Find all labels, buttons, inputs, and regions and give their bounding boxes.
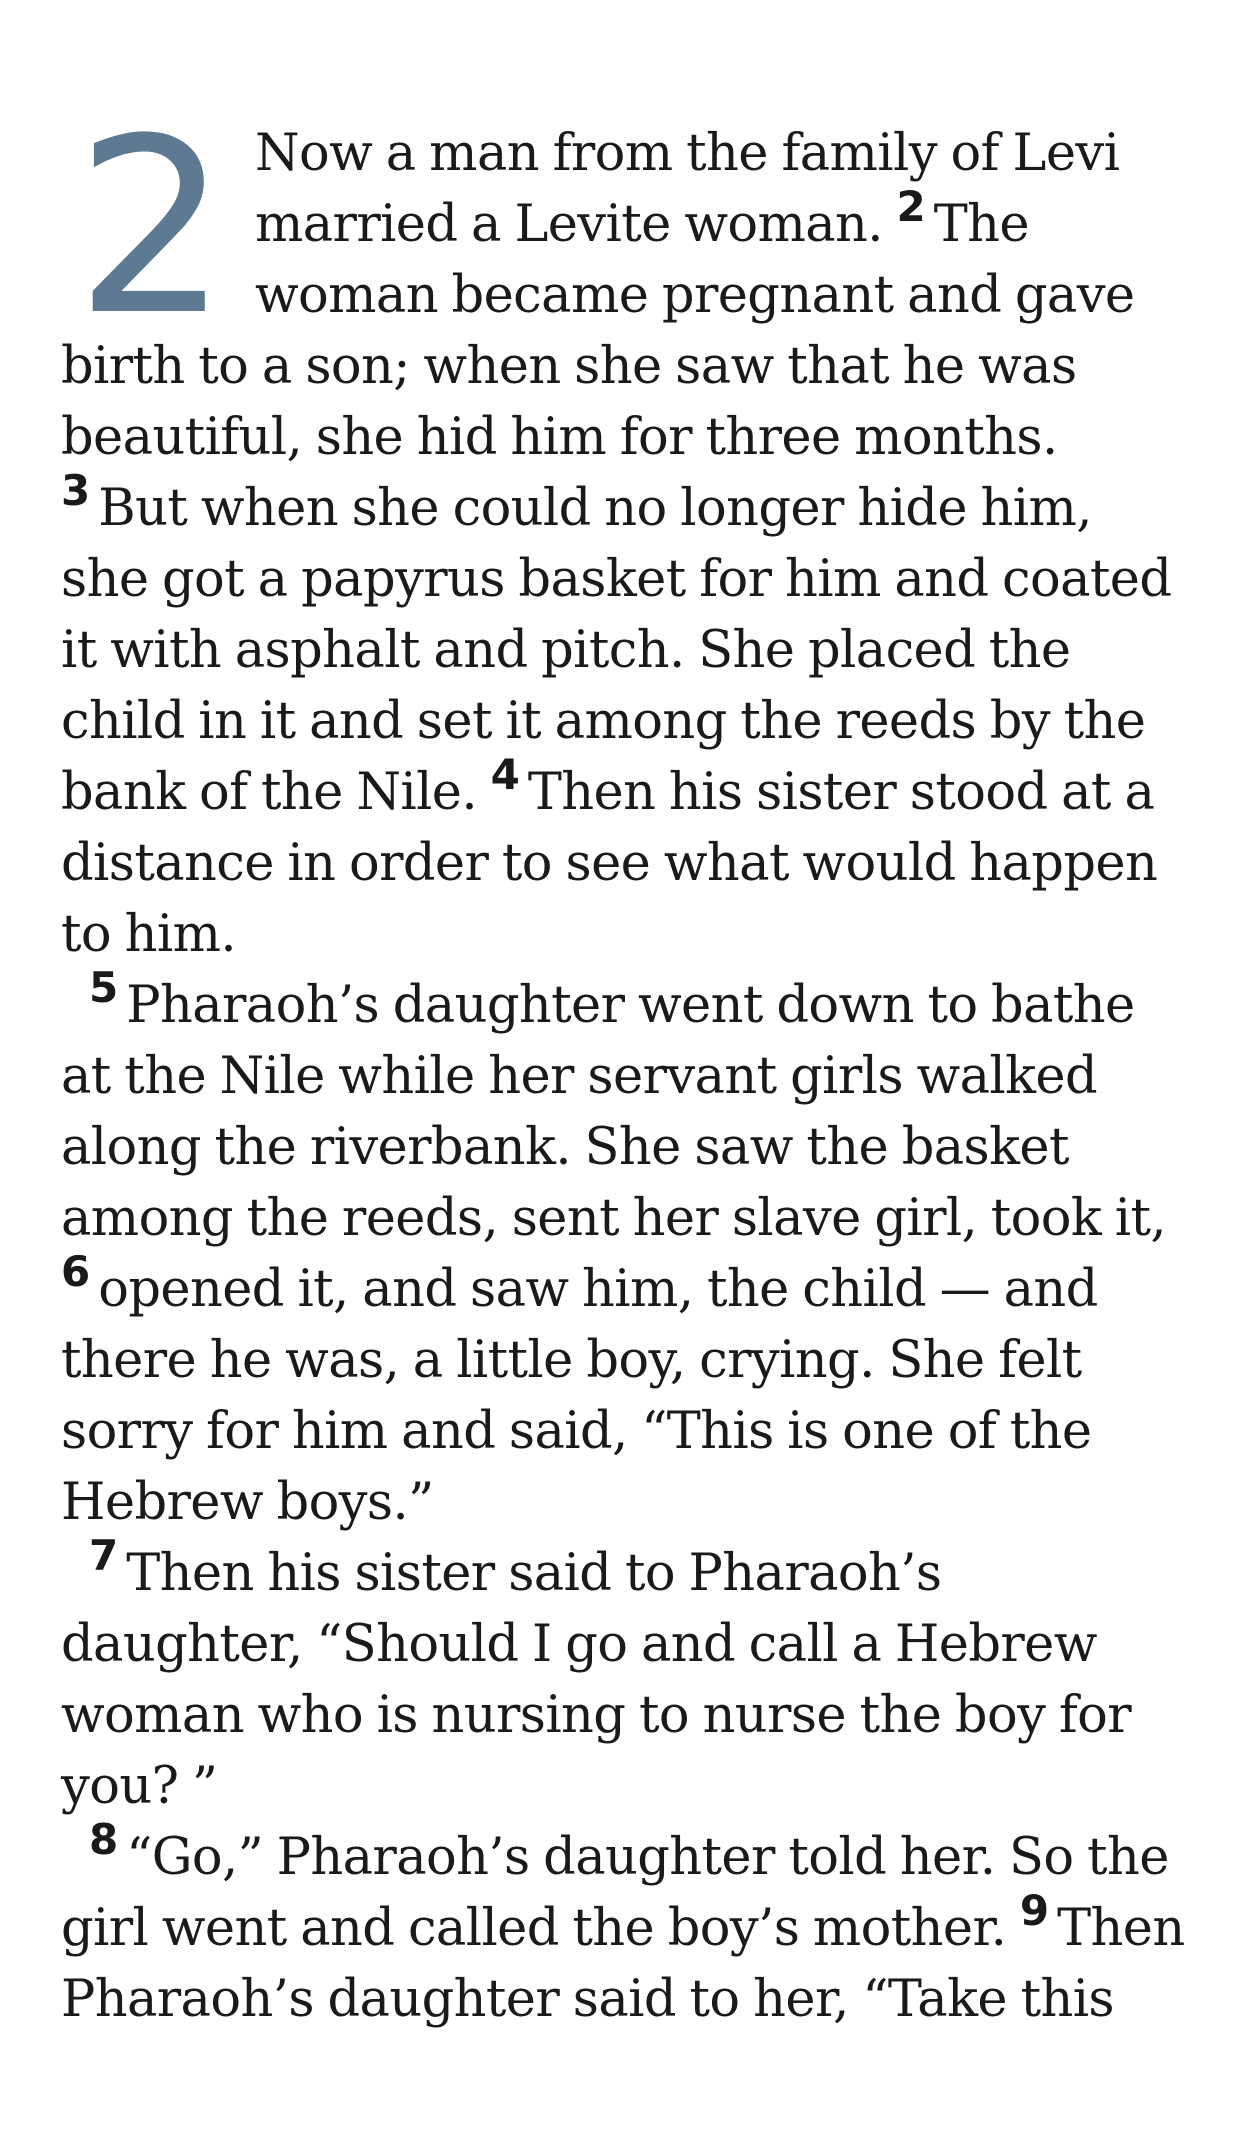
reading-pane[interactable] — [61, 87, 1191, 2035]
verse-text: Pharaoh’s daughter went down to bathe at the Nile while her servant girls walked along the riverbank. She saw the basket among the reeds, sent her slave girl, took it, — [61, 976, 1167, 1248]
verse-text: Then his sister said to Pharaoh’s daughter, “Should I go and call a Hebrew woman who is nursing to nurse the boy for you? ” — [61, 1544, 1132, 1816]
paragraph — [61, 1531, 1191, 1822]
verse-number[interactable]: 6 — [61, 1247, 91, 1296]
paragraph — [61, 963, 1191, 1538]
paragraph — [61, 87, 1191, 970]
verse-text: “Go,” Pharaoh’s daughter told her. So the girl went and called the boy’s mother. — [61, 1828, 1169, 1958]
verse-text: The woman became pregnant and gave birth to a son; when she saw that he was beautiful, she hid him for three months. — [61, 195, 1135, 467]
verse-text: opened it, and saw him, the child — and there he was, a little boy, crying. She felt sorry for him and said, “This is one of the Hebrew boys.” — [61, 1260, 1098, 1532]
paragraph — [61, 1815, 1191, 2035]
verse-number[interactable]: 4 — [490, 750, 520, 799]
chapter-number: 2 — [75, 87, 229, 369]
verse-text: But when she could no longer hide him, she got a papyrus basket for him and coated it with asphalt and pitch. She placed the child in it and set it among the reeds by the bank of the Nile. — [61, 479, 1172, 822]
verse-number[interactable]: 7 — [89, 1531, 119, 1580]
verse-number[interactable]: 9 — [1019, 1886, 1050, 1935]
verse-number[interactable]: 2 — [896, 182, 926, 231]
verse-number[interactable]: 5 — [89, 963, 119, 1012]
verse-number[interactable]: 8 — [89, 1815, 119, 1864]
verse-text: Then his sister stood at a distance in order to see what would happen to him. — [61, 763, 1158, 964]
verse-number[interactable]: 3 — [61, 466, 91, 515]
verse-text: Then Pharaoh’s daughter said to her, “Take this — [61, 1899, 1185, 2029]
verse-text: Now a man from the family of Levi married a Levite woman. — [254, 124, 1120, 254]
